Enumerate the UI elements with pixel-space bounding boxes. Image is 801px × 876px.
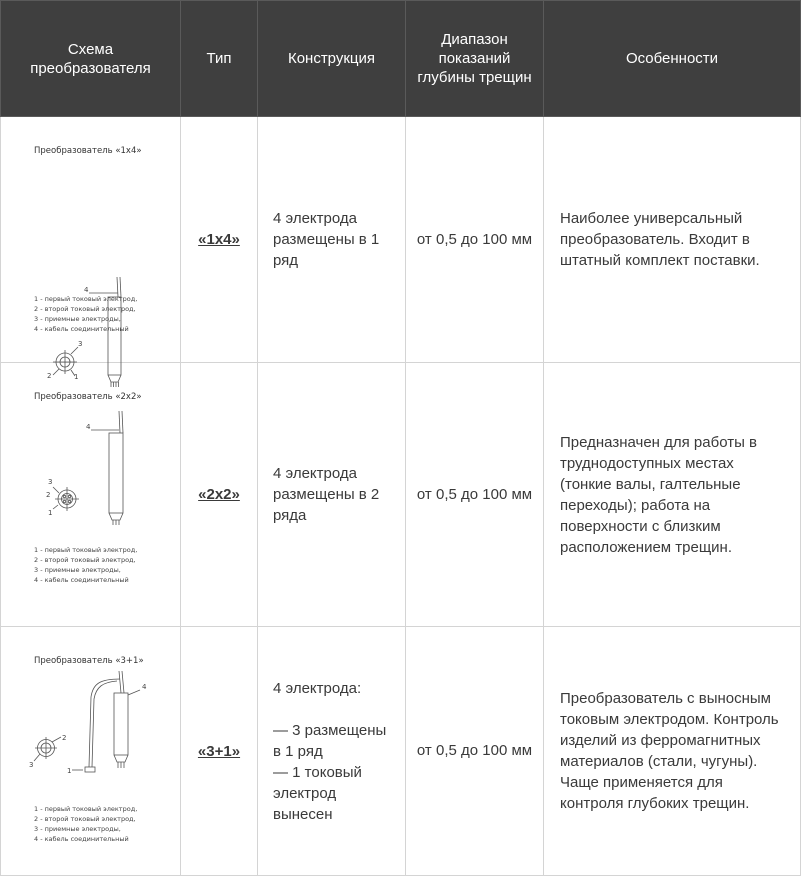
diagram-legend: 1 - первый токовый электрод, 2 - второй токовый электрод, 3 - приемные электроды, 4 - кабель соединительный [34, 295, 138, 333]
callout-3: 3 [48, 478, 53, 486]
type-cell [181, 117, 258, 363]
features-cell: Наиболее универсальный преобразователь. Входит в штатный комплект поставки. [544, 117, 801, 363]
callout-2: 2 [62, 734, 67, 742]
converter-drawing [1, 363, 179, 627]
range-cell: от 0,5 до 100 мм [406, 117, 544, 363]
construction-line: — 3 размещены в 1 ряд [273, 721, 387, 760]
schema-cell [1, 627, 181, 876]
range-cell: от 0,5 до 100 мм [406, 363, 544, 627]
construction-line: — 1 токовый электрод вынесен [273, 763, 362, 823]
features-cell: Преобразователь с выносным токовым электродом. Контроль изделий из ферромагнитных материалов (стали, чугуны). Чаще применяется для контроля глубоких трещин. [544, 627, 801, 876]
callout-2: 2 [46, 491, 51, 499]
header-schema: Схема преобразователя [1, 1, 181, 117]
construction-cell: 4 электрода размещены в 2 ряда [258, 363, 406, 627]
callout-4: 4 [84, 286, 89, 294]
callout-4: 4 [86, 423, 91, 431]
header-range: Диапазон показаний глубины трещин [406, 1, 544, 117]
type-link[interactable]: «1x4» [198, 231, 240, 248]
features-cell: Предназначен для работы в труднодоступных местах (тонкие валы, галтельные переходы); работа на поверхности с близким расположением трещин. [544, 363, 801, 627]
header-construction: Конструкция [258, 1, 406, 117]
table-row [1, 627, 801, 876]
table-row [1, 363, 801, 627]
header-type: Тип [181, 1, 258, 117]
header-features: Особенности [544, 1, 801, 117]
callout-4: 4 [142, 683, 147, 691]
schema-cell [1, 363, 181, 627]
table-header-row [1, 1, 801, 117]
type-link[interactable]: «2x2» [198, 486, 240, 503]
type-cell [181, 627, 258, 876]
callout-1: 1 [67, 767, 72, 775]
construction-cell: 4 электрода размещены в 1 ряд [258, 117, 406, 363]
construction-cell [258, 627, 406, 876]
table-row [1, 117, 801, 363]
callout-1: 1 [48, 509, 53, 517]
callout-1: 1 [74, 373, 79, 381]
diagram-title: Преобразователь «1x4» [34, 146, 142, 156]
callout-2: 2 [47, 372, 52, 380]
type-link[interactable]: «3+1» [197, 742, 241, 760]
diagram-title: Преобразователь «3+1» [34, 656, 144, 666]
range-cell: от 0,5 до 100 мм [406, 627, 544, 876]
diagram-legend: 1 - первый токовый электрод, 2 - второй токовый электрод, 3 - приемные электроды, 4 - кабель соединительный [34, 546, 138, 584]
schema-cell [1, 117, 181, 381]
callout-3: 3 [29, 761, 34, 769]
construction-line: 4 электрода: [273, 679, 362, 697]
type-cell [181, 363, 258, 627]
diagram-legend: 1 - первый токовый электрод, 2 - второй токовый электрод, 3 - приемные электроды, 4 - кабель соединительный [34, 805, 138, 843]
diagram-title: Преобразователь «2x2» [34, 392, 142, 402]
callout-3: 3 [78, 340, 83, 348]
